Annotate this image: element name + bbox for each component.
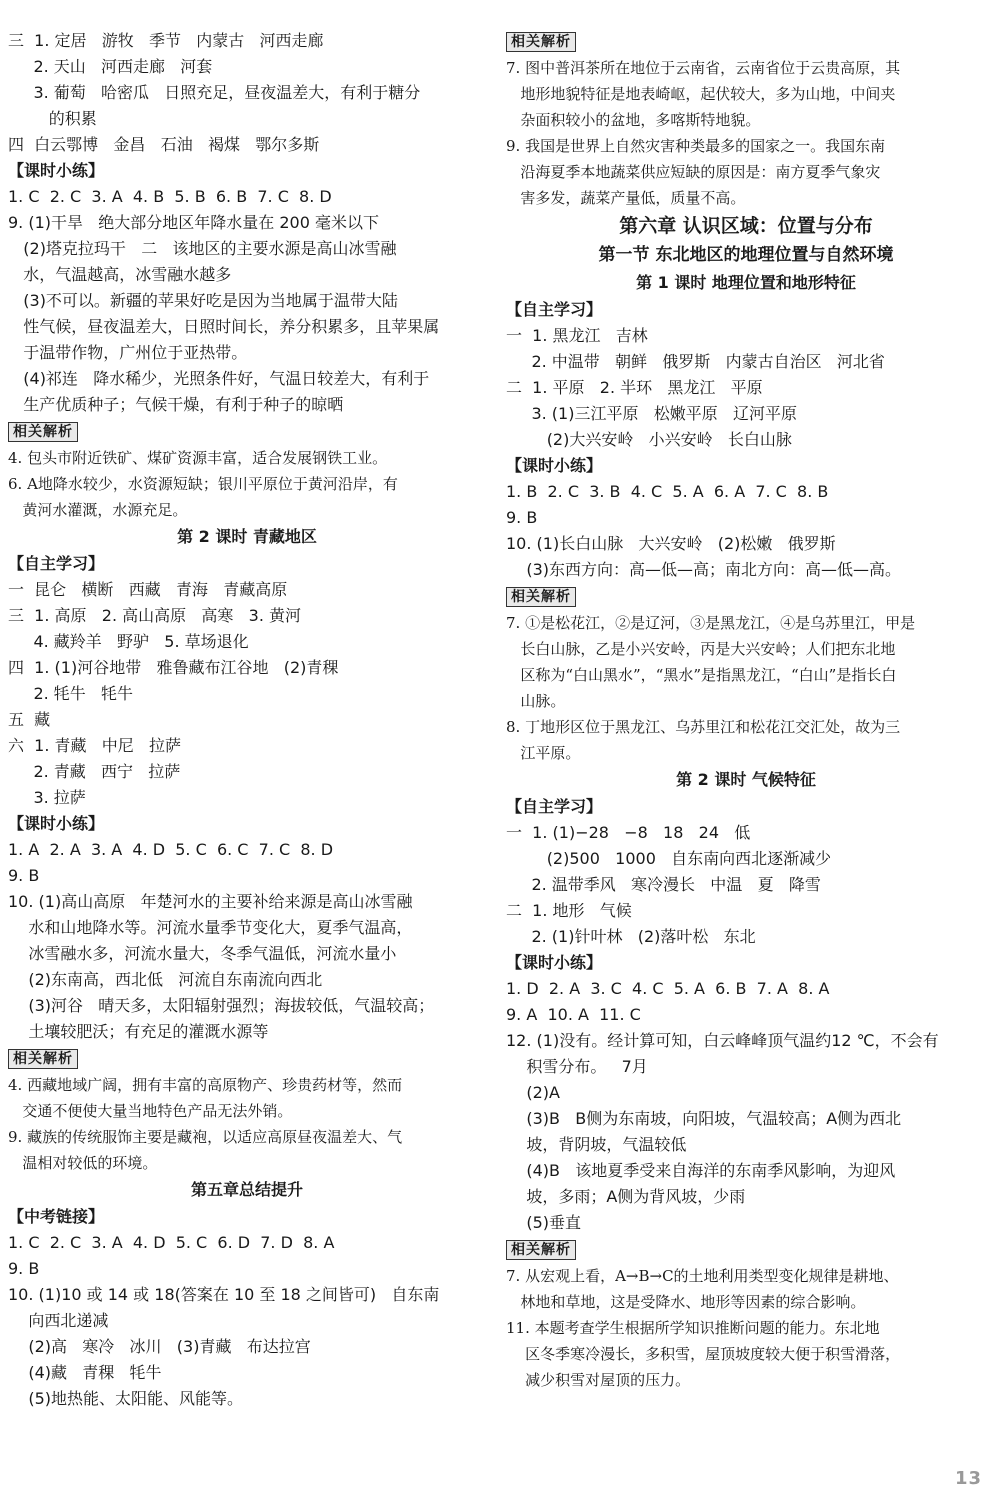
explanation-line: 区冬季寒冷漫长，多积雪，屋顶坡度较大便于积雪滑落，: [506, 1345, 901, 1363]
answer-line: (2)500 1000 自东南向西北逐渐减少: [506, 849, 832, 868]
explanation-line: 交通不便使大量当地特色产品无法外销。: [8, 1102, 293, 1120]
answer-line: 四 白云鄂博 金昌 石油 褐煤 鄂尔多斯: [8, 135, 320, 154]
answer-line: (5)垂直: [506, 1213, 582, 1232]
answer-line: 1. A 2. A 3. A 4. D 5. C 6. C 7. C 8. D: [8, 840, 334, 859]
answer-line: 9. B: [506, 508, 538, 527]
section-tag: 【中考链接】: [8, 1207, 105, 1226]
section-title: 第一节 东北地区的地理位置与自然环境: [598, 245, 894, 265]
answer-line: 四 1. (1)河谷地带 雅鲁藏布江谷地 (2)青稞: [8, 658, 339, 677]
label-row: [8, 418, 486, 445]
answer-line: 五 藏: [8, 710, 51, 729]
answer-line: (4)B 该地夏季受来自海洋的东南季风影响，为迎风: [506, 1161, 896, 1180]
explanation-line: 沿海夏季本地蔬菜供应短缺的原因是：南方夏季气象灾: [506, 163, 881, 181]
answer-line: 积雪分布。 7月: [506, 1057, 648, 1076]
section-tag: 【课时小练】: [8, 161, 105, 180]
answer-line: 2. 牦牛 牦牛: [8, 684, 134, 703]
answer-line: (3)不可以。新疆的苹果好吃是因为当地属于温带大陆: [8, 291, 398, 310]
related-analysis-label: 相关解析: [506, 1240, 576, 1260]
explanation-line: 地形地貌特征是地表崎岖，起伏较大，多为山地，中间夹: [506, 85, 896, 103]
lesson-title: 第五章总结提升: [190, 1180, 303, 1199]
explanation-line: 黄河水灌溉，水源充足。: [8, 501, 188, 519]
page-number: 13: [954, 1468, 982, 1489]
chapter-title: 第六章 认识区域：位置与分布: [619, 215, 873, 237]
answer-line: (3)东西方向：高—低—高；南北方向：高—低—高。: [506, 560, 902, 579]
label-row: [8, 1045, 486, 1072]
answer-line: 2. 温带季风 寒冷漫长 中温 夏 降雪: [506, 875, 821, 894]
explanation-line: 温相对较低的环境。: [8, 1154, 158, 1172]
answer-line: 一 1. 黑龙江 吉林: [506, 326, 648, 345]
answer-line: 水和山地降水等。河流水量季节变化大，夏季气温高，: [8, 918, 413, 937]
section-tag: 【自主学习】: [8, 554, 105, 573]
answer-line: 性气候，昼夜温差大，日照时间长，养分积累多，且苹果属: [8, 317, 440, 336]
answer-line: (3)河谷 晴天多，太阳辐射强烈；海拔较低，气温较高；: [8, 996, 435, 1015]
label-row: [506, 1236, 986, 1263]
section-tag: 【课时小练】: [506, 953, 603, 972]
answer-line: 9. B: [8, 866, 40, 885]
answer-line: 的积累: [8, 109, 97, 128]
answer-line: 2. 青藏 西宁 拉萨: [8, 762, 181, 781]
answer-line: 2. 天山 河西走廊 河套: [8, 57, 213, 76]
answer-line: 三 1. 高原 2. 高山高原 高寒 3. 黄河: [8, 606, 302, 625]
answer-line: 坡，背阴坡，气温较低: [506, 1135, 687, 1154]
answer-line: (4)祁连 降水稀少，光照条件好，气温日较差大，有利于: [8, 369, 430, 388]
answer-line: 二 1. 地形 气候: [506, 901, 632, 920]
explanation-line: 7. ①是松花江，②是辽河，③是黑龙江，④是乌苏里江，甲是: [506, 614, 916, 632]
answer-line: 1. B 2. C 3. B 4. C 5. A 6. A 7. C 8. B: [506, 482, 829, 501]
answer-line: (2)东南高，西北低 河流自东南流向西北: [8, 970, 323, 989]
answer-line: 9. B: [8, 1259, 40, 1278]
answer-line: 9. A 10. A 11. C: [506, 1005, 641, 1024]
answer-line: 生产优质种子；气候干燥，有利于种子的晾晒: [8, 395, 344, 414]
answer-line: 冰雪融水多，河流水量大，冬季气温低，河流水量小: [8, 944, 397, 963]
answer-line: 3. 葡萄 哈密瓜 日照充足，昼夜温差大，有利于糖分: [8, 83, 421, 102]
answer-line: 一 1. (1)−28 −8 18 24 低: [506, 823, 751, 842]
answer-line: 10. (1)高山高原 年楚河水的主要补给来源是高山冰雪融: [8, 892, 413, 911]
explanation-line: 9. 我国是世界上自然灾害种类最多的国家之一。我国东南: [506, 137, 886, 155]
answer-line: 9. (1)干旱 绝大部分地区年降水量在 200 毫米以下: [8, 213, 379, 232]
section-tag: 【课时小练】: [506, 456, 603, 475]
explanation-line: 6. A地降水较少，水资源短缺；银川平原位于黄河沿岸，有: [8, 475, 398, 493]
answer-line: 于温带作物，广州位于亚热带。: [8, 343, 248, 362]
answer-line: 六 1. 青藏 中尼 拉萨: [8, 736, 182, 755]
related-analysis-label: 相关解析: [506, 587, 576, 607]
explanation-line: 杂面积较小的盆地，多喀斯特地貌。: [506, 111, 761, 129]
answer-line: 10. (1)长白山脉 大兴安岭 (2)松嫩 俄罗斯: [506, 534, 836, 553]
label-row: [506, 28, 986, 55]
answer-line: 一 昆仑 横断 西藏 青海 青藏高原: [8, 580, 288, 599]
answer-line: 2. 中温带 朝鲜 俄罗斯 内蒙古自治区 河北省: [506, 352, 885, 371]
lesson-title: 第 2 课时 青藏地区: [177, 527, 317, 546]
answer-line: (2)塔克拉玛干 二 该地区的主要水源是高山冰雪融: [8, 239, 397, 258]
answer-line: 1. D 2. A 3. C 4. C 5. A 6. B 7. A 8. A: [506, 979, 830, 998]
answer-line: 1. C 2. C 3. A 4. D 5. C 6. D 7. D 8. A: [8, 1233, 335, 1252]
explanation-line: 长白山脉，乙是小兴安岭，丙是大兴安岭；人们把东北地: [506, 640, 896, 658]
answer-line: 二 1. 平原 2. 半环 黑龙江 平原: [506, 378, 763, 397]
answer-line: 4. 藏羚羊 野驴 5. 草场退化: [8, 632, 249, 651]
explanation-line: 7. 图中普洱茶所在地位于云南省，云南省位于云贵高原，其: [506, 59, 901, 77]
answer-line: 向西北递减: [8, 1311, 109, 1330]
explanation-line: 区称为“白山黑水”，“黑水”是指黑龙江，“白山”是指长白: [506, 666, 897, 684]
section-tag: 【课时小练】: [8, 814, 105, 833]
related-analysis-label: 相关解析: [506, 32, 576, 52]
answer-line: 水，气温越高，冰雪融水越多: [8, 265, 232, 284]
explanation-line: 害多发，蔬菜产量低，质量不高。: [506, 189, 746, 207]
explanation-line: 4. 包头市附近铁矿、煤矿资源丰富，适合发展钢铁工业。: [8, 449, 388, 467]
left-column: [8, 28, 486, 1412]
answer-line: (2)A: [506, 1083, 560, 1102]
explanation-line: 8. 丁地形区位于黑龙江、乌苏里江和松花江交汇处，故为三: [506, 718, 901, 736]
lesson-title: 第 1 课时 地理位置和地形特征: [636, 273, 856, 292]
answer-line: (3)B B侧为东南坡，向阳坡，气温较高；A侧为西北: [506, 1109, 902, 1128]
answer-line: 坡，多雨；A侧为背风坡，少雨: [506, 1187, 746, 1206]
explanation-line: 9. 藏族的传统服饰主要是藏袍，以适应高原昼夜温差大、气: [8, 1128, 403, 1146]
explanation-line: 4. 西藏地域广阔，拥有丰富的高原物产、珍贵药材等，然而: [8, 1076, 403, 1094]
label-row: [506, 583, 986, 610]
answer-line: 3. 拉萨: [8, 788, 86, 807]
lesson-title: 第 2 课时 气候特征: [676, 770, 816, 789]
explanation-line: 林地和草地，这是受降水、地形等因素的综合影响。: [506, 1293, 866, 1311]
explanation-line: 11. 本题考查学生根据所学知识推断问题的能力。东北地: [506, 1319, 880, 1337]
answer-line: 1. C 2. C 3. A 4. B 5. B 6. B 7. C 8. D: [8, 187, 332, 206]
related-analysis-label: 相关解析: [8, 1049, 78, 1069]
explanation-line: 山脉。: [506, 692, 566, 710]
answer-line: 三 1. 定居 游牧 季节 内蒙古 河西走廊: [8, 31, 324, 50]
answer-line: 2. (1)针叶林 (2)落叶松 东北: [506, 927, 756, 946]
answer-line: (2)大兴安岭 小兴安岭 长白山脉: [506, 430, 792, 449]
related-analysis-label: 相关解析: [8, 422, 78, 442]
answer-line: 3. (1)三江平原 松嫩平原 辽河平原: [506, 404, 797, 423]
section-tag: 【自主学习】: [506, 300, 603, 319]
answer-line: 12. (1)没有。经计算可知，白云峰峰顶气温约12 ℃，不会有: [506, 1031, 939, 1050]
answer-line: (2)高 寒冷 冰川 (3)青藏 布达拉宫: [8, 1337, 311, 1356]
right-column: [506, 28, 986, 1393]
explanation-line: 江平原。: [506, 744, 581, 762]
explanation-line: 减少积雪对屋顶的压力。: [506, 1371, 691, 1389]
answer-line: (4)藏 青稞 牦牛: [8, 1363, 162, 1382]
answer-line: 10. (1)10 或 14 或 18(答案在 10 至 18 之间皆可) 自东南: [8, 1285, 440, 1304]
answer-line: 土壤较肥沃；有充足的灌溉水源等: [8, 1022, 269, 1041]
explanation-line: 7. 从宏观上看，A→B→C的土地利用类型变化规律是耕地、: [506, 1267, 899, 1285]
section-tag: 【自主学习】: [506, 797, 603, 816]
answer-line: (5)地热能、太阳能、风能等。: [8, 1389, 244, 1408]
